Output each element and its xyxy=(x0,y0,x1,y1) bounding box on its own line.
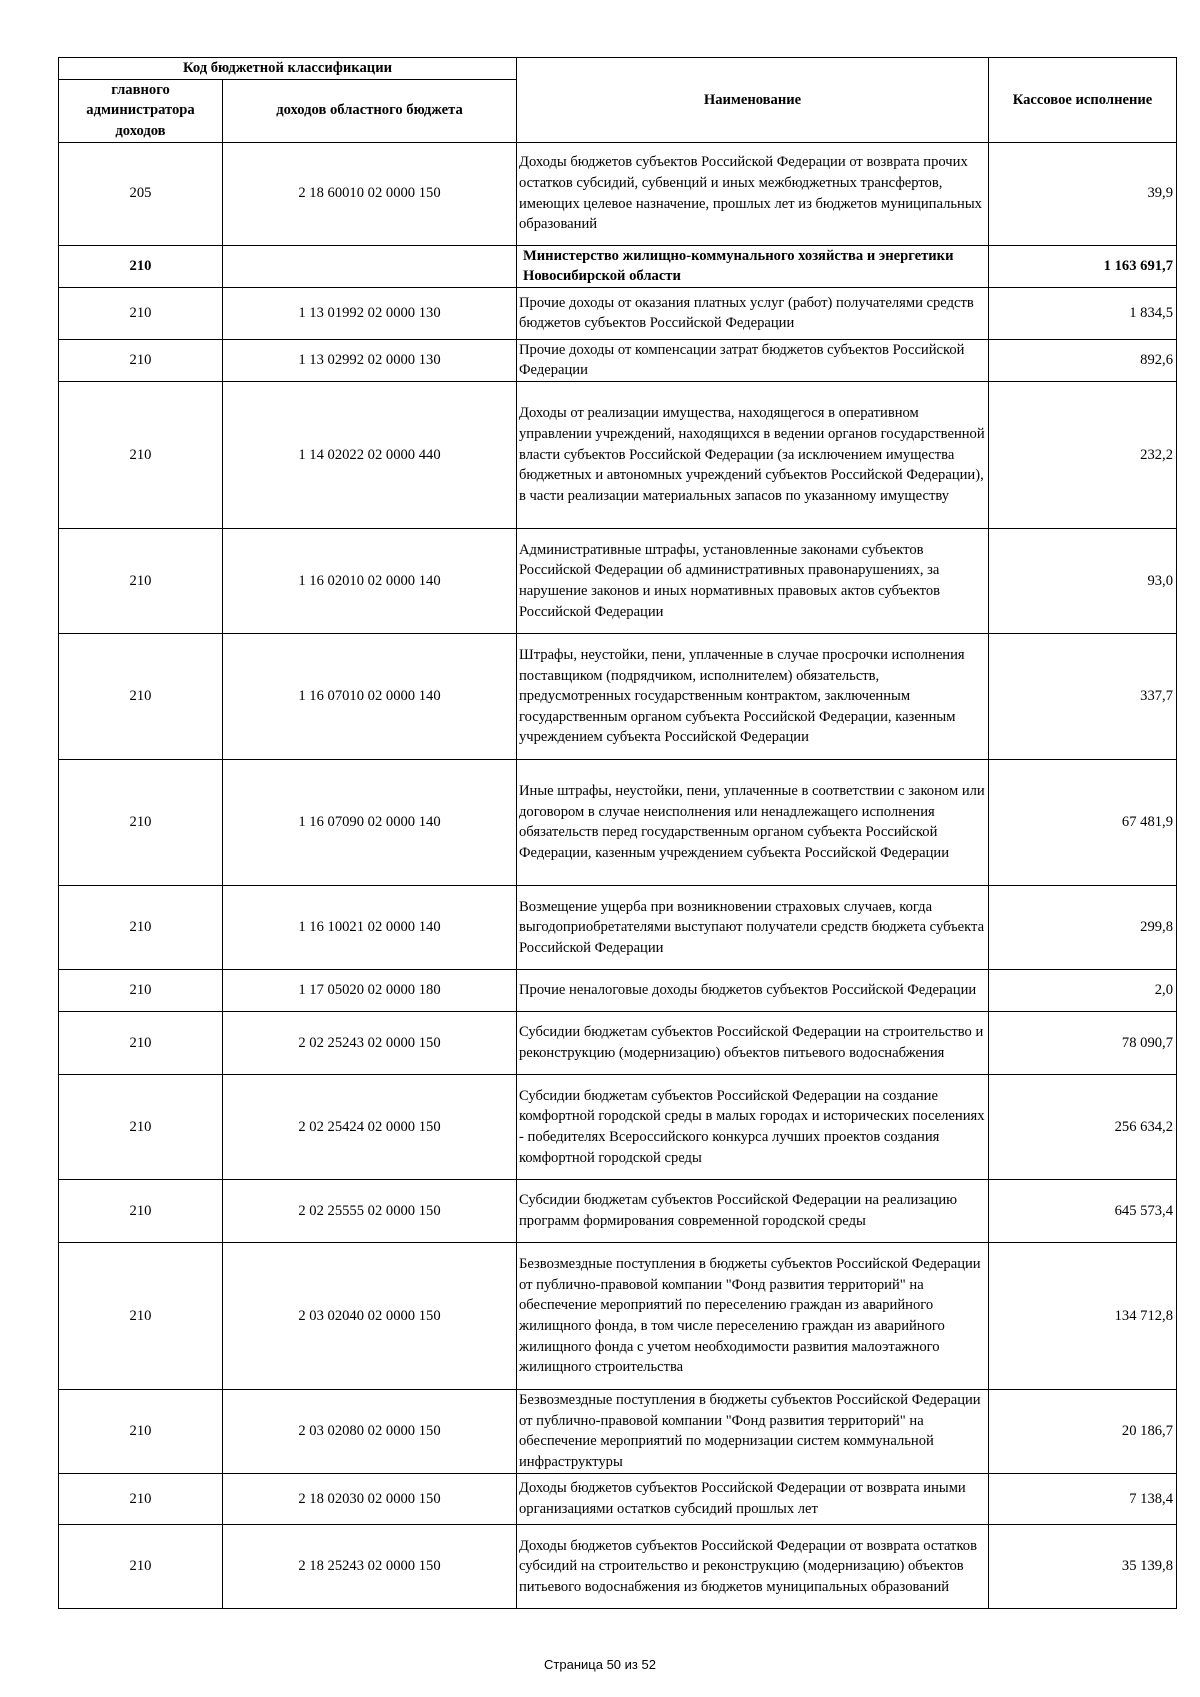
cell-revenue-code xyxy=(223,245,517,287)
cell-amount: 20 186,7 xyxy=(989,1389,1177,1473)
cell-admin-code: 210 xyxy=(59,1242,223,1389)
table-row xyxy=(59,1473,1177,1524)
table-row xyxy=(59,633,1177,759)
table-row xyxy=(59,759,1177,885)
cell-name: Иные штрафы, неустойки, пени, уплаченные в соответствии с законом или договором в случае неисполнения или ненадлежащего исполнения обязательств перед государственным органом субъекта Российской Федерации, казенным учреждением субъекта Российской Федерации xyxy=(517,759,989,885)
cell-admin-code: 210 xyxy=(59,1473,223,1524)
budget-revenue-table xyxy=(58,57,1177,1609)
cell-admin-code: 210 xyxy=(59,1011,223,1074)
cell-name: Административные штрафы, установленные законами субъектов Российской Федерации об административных правонарушениях, за нарушение законов и иных нормативных правовых актов субъектов Российской Федерации xyxy=(517,528,989,633)
cell-name: Доходы от реализации имущества, находящегося в оперативном управлении учреждений, находящихся в ведении органов государственной власти субъектов Российской Федерации (за исключением имущества бюджетных и автономных учреждений субъектов Российской Федерации), в части реализации материальных запасов по указанному имуществу xyxy=(517,381,989,528)
cell-admin-code: 210 xyxy=(59,759,223,885)
cell-amount: 1 834,5 xyxy=(989,287,1177,339)
cell-admin-code: 210 xyxy=(59,885,223,969)
header-code: доходов областного бюджета xyxy=(223,79,517,142)
table-row xyxy=(59,1179,1177,1242)
cell-admin-code: 210 xyxy=(59,1524,223,1608)
page-number: Страница 50 из 52 xyxy=(544,1657,656,1672)
cell-name: Субсидии бюджетам субъектов Российской Федерации на строительство и реконструкцию (модернизацию) объектов питьевого водоснабжения xyxy=(517,1011,989,1074)
cell-admin-code: 210 xyxy=(59,381,223,528)
table-row xyxy=(59,885,1177,969)
cell-name: Субсидии бюджетам субъектов Российской Федерации на реализацию программ формирования современной городской среды xyxy=(517,1179,989,1242)
cell-amount: 645 573,4 xyxy=(989,1179,1177,1242)
cell-revenue-code: 2 03 02040 02 0000 150 xyxy=(223,1242,517,1389)
cell-revenue-code: 2 02 25555 02 0000 150 xyxy=(223,1179,517,1242)
cell-amount: 93,0 xyxy=(989,528,1177,633)
cell-amount: 35 139,8 xyxy=(989,1524,1177,1608)
cell-amount: 134 712,8 xyxy=(989,1242,1177,1389)
cell-amount: 7 138,4 xyxy=(989,1473,1177,1524)
cell-amount: 67 481,9 xyxy=(989,759,1177,885)
cell-amount: 2,0 xyxy=(989,969,1177,1011)
table-row xyxy=(59,142,1177,245)
header-name: Наименование xyxy=(517,58,989,143)
header-amount: Кассовое исполнение xyxy=(989,58,1177,143)
cell-revenue-code: 1 17 05020 02 0000 180 xyxy=(223,969,517,1011)
cell-revenue-code: 1 16 07090 02 0000 140 xyxy=(223,759,517,885)
cell-revenue-code: 2 02 25424 02 0000 150 xyxy=(223,1074,517,1179)
cell-revenue-code: 2 18 02030 02 0000 150 xyxy=(223,1473,517,1524)
cell-amount: 892,6 xyxy=(989,339,1177,381)
cell-revenue-code: 2 18 25243 02 0000 150 xyxy=(223,1524,517,1608)
table-row xyxy=(59,969,1177,1011)
table-row xyxy=(59,245,1177,287)
table-row xyxy=(59,1389,1177,1473)
cell-revenue-code: 1 16 02010 02 0000 140 xyxy=(223,528,517,633)
table-row xyxy=(59,1011,1177,1074)
header-admin: главного администратора доходов xyxy=(59,79,223,142)
table-row xyxy=(59,1524,1177,1608)
cell-admin-code: 205 xyxy=(59,142,223,245)
cell-amount: 337,7 xyxy=(989,633,1177,759)
cell-name: Безвозмездные поступления в бюджеты субъектов Российской Федерации от публично-правовой компании "Фонд развития территорий" на обеспечение мероприятий по переселению граждан из аварийного жилищного фонда, в том числе переселению граждан из аварийного жилищного фонда с учетом необходимости развития малоэтажного жилищного строительства xyxy=(517,1242,989,1389)
cell-revenue-code: 1 16 07010 02 0000 140 xyxy=(223,633,517,759)
cell-admin-code: 210 xyxy=(59,245,223,287)
table-body xyxy=(59,142,1177,1608)
cell-revenue-code: 2 02 25243 02 0000 150 xyxy=(223,1011,517,1074)
cell-admin-code: 210 xyxy=(59,1074,223,1179)
cell-admin-code: 210 xyxy=(59,528,223,633)
cell-admin-code: 210 xyxy=(59,1389,223,1473)
cell-revenue-code: 1 13 02992 02 0000 130 xyxy=(223,339,517,381)
table-row xyxy=(59,287,1177,339)
cell-revenue-code: 1 14 02022 02 0000 440 xyxy=(223,381,517,528)
table-row xyxy=(59,528,1177,633)
cell-amount: 39,9 xyxy=(989,142,1177,245)
cell-name: Субсидии бюджетам субъектов Российской Федерации на создание комфортной городской среды в малых городах и исторических поселениях - победителях Всероссийского конкурса лучших проектов создания комфортной городской среды xyxy=(517,1074,989,1179)
budget-table-sheet xyxy=(58,57,1176,1609)
cell-name: Безвозмездные поступления в бюджеты субъектов Российской Федерации от публично-правовой компании "Фонд развития территорий" на обеспечение мероприятий по модернизации систем коммунальной инфраструктуры xyxy=(517,1389,989,1473)
cell-amount: 1 163 691,7 xyxy=(989,245,1177,287)
cell-name: Прочие доходы от компенсации затрат бюджетов субъектов Российской Федерации xyxy=(517,339,989,381)
cell-admin-code: 210 xyxy=(59,1179,223,1242)
table-row xyxy=(59,381,1177,528)
cell-admin-code: 210 xyxy=(59,633,223,759)
cell-revenue-code: 2 18 60010 02 0000 150 xyxy=(223,142,517,245)
cell-name: Доходы бюджетов субъектов Российской Федерации от возврата остатков субсидий на строительство и реконструкцию (модернизацию) объектов питьевого водоснабжения из бюджетов муниципальных образований xyxy=(517,1524,989,1608)
header-group-title: Код бюджетной классификации xyxy=(59,58,517,80)
cell-name: Прочие доходы от оказания платных услуг (работ) получателями средств бюджетов субъектов Российской Федерации xyxy=(517,287,989,339)
cell-name: Министерство жилищно-коммунального хозяйства и энергетики Новосибирской области xyxy=(517,245,989,287)
cell-name: Прочие неналоговые доходы бюджетов субъектов Российской Федерации xyxy=(517,969,989,1011)
cell-revenue-code: 1 13 01992 02 0000 130 xyxy=(223,287,517,339)
cell-name: Доходы бюджетов субъектов Российской Федерации от возврата иными организациями остатков субсидий прошлых лет xyxy=(517,1473,989,1524)
cell-admin-code: 210 xyxy=(59,287,223,339)
cell-revenue-code: 2 03 02080 02 0000 150 xyxy=(223,1389,517,1473)
cell-amount: 78 090,7 xyxy=(989,1011,1177,1074)
cell-admin-code: 210 xyxy=(59,969,223,1011)
table-row xyxy=(59,1242,1177,1389)
cell-amount: 232,2 xyxy=(989,381,1177,528)
table-row xyxy=(59,339,1177,381)
cell-amount: 256 634,2 xyxy=(989,1074,1177,1179)
table-row xyxy=(59,1074,1177,1179)
cell-admin-code: 210 xyxy=(59,339,223,381)
cell-name: Доходы бюджетов субъектов Российской Федерации от возврата прочих остатков субсидий, субвенций и иных межбюджетных трансфертов, имеющих целевое назначение, прошлых лет из бюджетов муниципальных образований xyxy=(517,142,989,245)
cell-revenue-code: 1 16 10021 02 0000 140 xyxy=(223,885,517,969)
cell-amount: 299,8 xyxy=(989,885,1177,969)
cell-name: Возмещение ущерба при возникновении страховых случаев, когда выгодоприобретателями выступают получатели средств бюджета субъекта Российской Федерации xyxy=(517,885,989,969)
cell-name: Штрафы, неустойки, пени, уплаченные в случае просрочки исполнения поставщиком (подрядчиком, исполнителем) обязательств, предусмотренных государственным контрактом, заключенным государственным органом субъекта Российской Федерации, казенным учреждением субъекта Российской Федерации xyxy=(517,633,989,759)
